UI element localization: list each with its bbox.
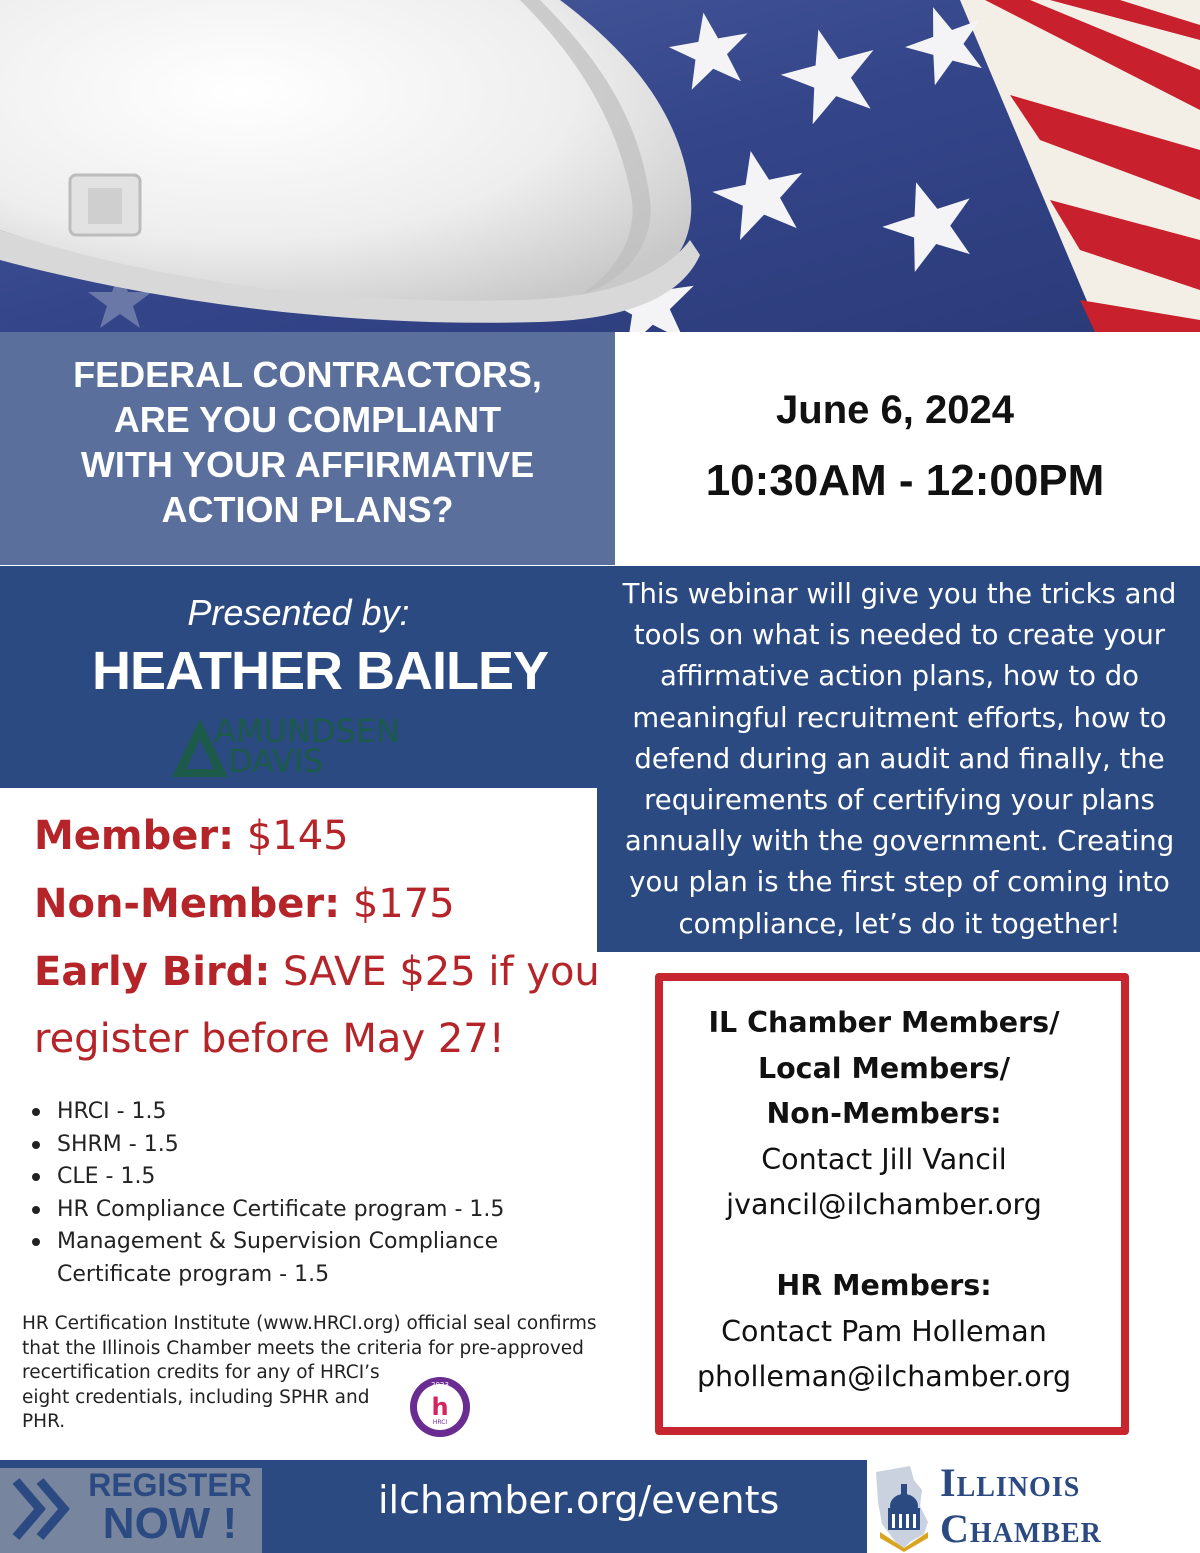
illinois-chamber-wordmark: [940, 1460, 1200, 1552]
contact-heading: HR Members:: [776, 1268, 992, 1302]
early-bird-label: Early Bird:: [34, 949, 271, 995]
description-line: compliance, let’s do it together!: [678, 907, 1121, 940]
credit-item: SHRM - 1.5: [30, 1129, 590, 1162]
hrci-seal-year: 2023: [431, 1381, 449, 1389]
chamber-wordmark-line: Chamber: [940, 1506, 1102, 1551]
contact-heading: Non-Members:: [766, 1097, 1002, 1131]
datetime-panel: [615, 332, 1200, 565]
headline-line: ACTION PLANS?: [161, 489, 454, 530]
headline-line: FEDERAL CONTRACTORS,: [73, 354, 542, 395]
contact-person: Contact Pam Holleman: [721, 1314, 1047, 1348]
hrci-seal-icon: [408, 1375, 472, 1439]
early-bird-text: SAVE $25 if you: [270, 949, 600, 995]
description-line: This webinar will give you the tricks and: [622, 578, 1177, 610]
contact-heading: IL Chamber Members/: [708, 1006, 1060, 1039]
headline: [0, 352, 615, 532]
hrci-seal-letter: h: [431, 1393, 449, 1421]
credit-item: CLE - 1.5: [30, 1161, 590, 1194]
headline-line: ARE YOU COMPLIANT: [113, 399, 502, 440]
amundsen-davis-logo: [170, 712, 440, 780]
register-now-button[interactable]: [0, 1468, 262, 1553]
hrci-line: PHR.: [22, 1411, 66, 1433]
early-bird-offer: [34, 949, 600, 995]
capitol-dome-icon: [870, 1462, 938, 1552]
credit-item: HR Compliance Certificate program - 1.5: [30, 1194, 590, 1227]
description-line: tools on what is needed to create your: [633, 619, 1166, 652]
chamber-wordmark-line: Illinois: [940, 1460, 1081, 1505]
hero-image: [0, 0, 1200, 332]
description-line: defend during an audit and finally, the: [634, 742, 1165, 775]
hrci-line: HR Certification Institute (www.HRCI.org) official seal confirms: [22, 1313, 597, 1334]
description-line: you plan is the first step of coming into: [629, 866, 1170, 899]
register-label-line: NOW !: [102, 1499, 238, 1548]
credit-item-continued: Certificate program - 1.5: [57, 1261, 330, 1287]
early-bird-deadline: register before May 27!: [34, 1016, 505, 1062]
event-time: 10:30AM - 12:00PM: [705, 456, 1105, 505]
description-line: affirmative action plans, how to do: [660, 660, 1139, 693]
events-url-link[interactable]: ilchamber.org/events: [378, 1478, 780, 1522]
spacer: [663, 1228, 1105, 1263]
description-line: annually with the government. Creating: [624, 825, 1175, 858]
logo-text-davis: DAVIS: [228, 742, 324, 780]
nonmember-price-label: Non-Member:: [34, 881, 341, 927]
hrci-line: that the Illinois Chamber meets the criteria for pre-approved: [22, 1337, 584, 1359]
register-label-line: REGISTER: [88, 1467, 252, 1503]
contact-email-link[interactable]: jvancil@ilchamber.org: [726, 1188, 1042, 1222]
nonmember-price: [34, 881, 455, 927]
hard-hat-on-flag-illustration: [0, 0, 1200, 332]
presented-by-label: Presented by:: [187, 592, 410, 633]
hard-hat: [0, 0, 700, 323]
event-date: June 6, 2024: [776, 388, 1014, 432]
presenter-name: HEATHER BAILEY: [91, 641, 549, 701]
hrci-line: eight credentials, including SPHR and: [22, 1386, 370, 1408]
hrci-seal-org: HRCI: [432, 1419, 448, 1426]
member-price: [34, 813, 349, 859]
description-line: meaningful recruitment efforts, how to: [632, 701, 1167, 734]
logo-text-amundsen: AMUNDSEN: [214, 712, 400, 750]
credit-item: HRCI - 1.5: [30, 1096, 590, 1129]
hrci-line: recertification credits for any of HRCI’s: [22, 1362, 380, 1384]
webinar-description: [612, 574, 1187, 945]
contact-info: [663, 1000, 1105, 1400]
headline-line: WITH YOUR AFFIRMATIVE: [80, 444, 535, 485]
member-price-label: Member:: [34, 813, 235, 859]
nonmember-price-value: $175: [340, 881, 455, 927]
credit-item: Management & Supervision Compliance: [30, 1226, 590, 1259]
contact-person: Contact Jill Vancil: [761, 1142, 1007, 1176]
contact-email-link[interactable]: pholleman@ilchamber.org: [696, 1360, 1072, 1394]
contact-heading: Local Members/: [757, 1051, 1011, 1085]
hrci-statement: [22, 1312, 622, 1435]
credits-list: [30, 1096, 590, 1292]
description-line: requirements of certifying your plans: [644, 784, 1155, 817]
member-price-value: $145: [234, 813, 349, 859]
